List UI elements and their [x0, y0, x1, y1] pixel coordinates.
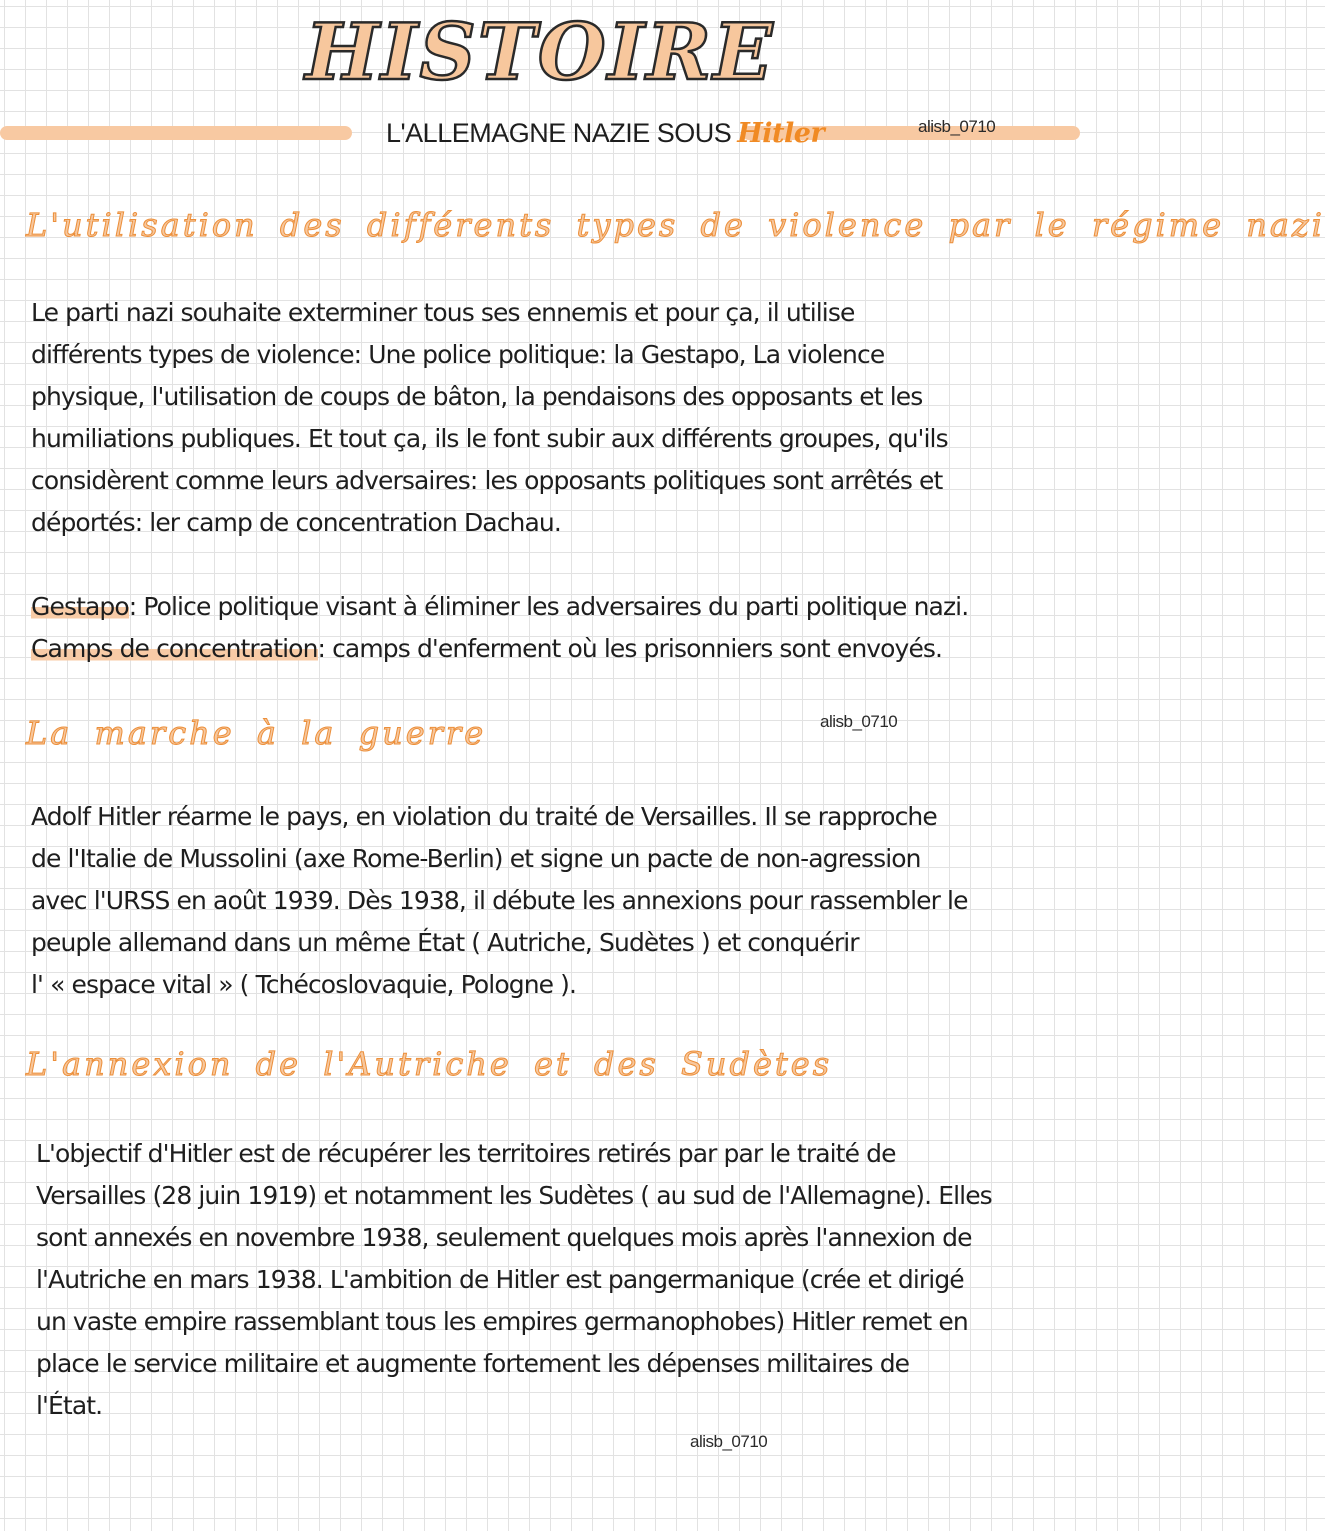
- paragraph-line: Adolf Hitler réarme le pays, en violation du traité de Versailles. Il se rapproche: [31, 802, 937, 831]
- paragraph-line: l'État.: [36, 1391, 103, 1420]
- section-paragraph-war: [31, 796, 1041, 1006]
- paragraph-line: L'objectif d'Hitler est de récupérer les territoires retirés par par le traité de: [36, 1139, 896, 1168]
- paragraph-line: déportés: ler camp de concentration Dachau.: [31, 508, 561, 537]
- paragraph-line: physique, l'utilisation de coups de bâton, la pendaisons des opposants et les: [31, 382, 923, 411]
- header-decor-bar-left: [0, 126, 352, 140]
- definition-text: : Police politique visant à éliminer les adversaires du parti politique nazi.: [128, 592, 969, 621]
- paragraph-line: Le parti nazi souhaite exterminer tous ses ennemis et pour ça, il utilise: [31, 298, 855, 327]
- section-paragraph-violence: [31, 292, 1041, 544]
- definition-camps: [31, 628, 1041, 670]
- paragraph-line: l' « espace vital » ( Tchécoslovaquie, Pologne ).: [31, 970, 577, 999]
- paragraph-line: de l'Italie de Mussolini (axe Rome-Berlin) et signe un pacte de non-agression: [31, 844, 921, 873]
- paragraph-line: considèrent comme leurs adversaires: les opposants politiques sont arrêtés et: [31, 466, 943, 495]
- paragraph-line: différents types de violence: Une police politique: la Gestapo, La violence: [31, 340, 885, 369]
- paragraph-line: l'Autriche en mars 1938. L'ambition de Hitler est pangermanique (crée et dirigé: [36, 1265, 964, 1294]
- section-paragraph-annexion: [36, 1133, 1046, 1427]
- definition-term: Gestapo: [31, 592, 129, 621]
- definition-gestapo: [31, 586, 1041, 628]
- author-credit-bottom: alisb_0710: [690, 1432, 768, 1451]
- subtitle-highlight: Hitler: [737, 118, 825, 149]
- definitions-block: [31, 586, 1041, 670]
- subtitle-text: L'ALLEMAGNE NAZIE SOUS: [386, 118, 732, 148]
- section-heading-violence: L'utilisation des différents types de violence par le régime nazi: [26, 206, 1325, 244]
- author-credit-top: alisb_0710: [918, 117, 996, 136]
- paragraph-line: humiliations publiques. Et tout ça, ils le font subir aux différents groupes, qu'ils: [31, 424, 948, 453]
- page-subtitle: [386, 118, 824, 149]
- paragraph-line: peuple allemand dans un même État ( Autriche, Sudètes ) et conquérir: [31, 928, 859, 957]
- author-credit-middle: alisb_0710: [820, 712, 898, 731]
- paragraph-line: sont annexés en novembre 1938, seulement quelques mois après l'annexion de: [36, 1223, 972, 1252]
- section-heading-annexion: L'annexion de l'Autriche et des Sudètes: [26, 1045, 833, 1083]
- definition-term: Camps de concentration: [31, 634, 318, 663]
- section-heading-war: La marche à la guerre: [26, 714, 487, 752]
- definition-text: : camps d'enferment où les prisonniers sont envoyés.: [317, 634, 943, 663]
- paragraph-line: avec l'URSS en août 1939. Dès 1938, il débute les annexions pour rassembler le: [31, 886, 968, 915]
- paragraph-line: un vaste empire rassemblant tous les empires germanophobes) Hitler remet en: [36, 1307, 968, 1336]
- page-title: HISTOIRE: [305, 7, 775, 98]
- paragraph-line: Versailles (28 juin 1919) et notamment les Sudètes ( au sud de l'Allemagne). Elles: [36, 1181, 992, 1210]
- paragraph-line: place le service militaire et augmente fortement les dépenses militaires de: [36, 1349, 910, 1378]
